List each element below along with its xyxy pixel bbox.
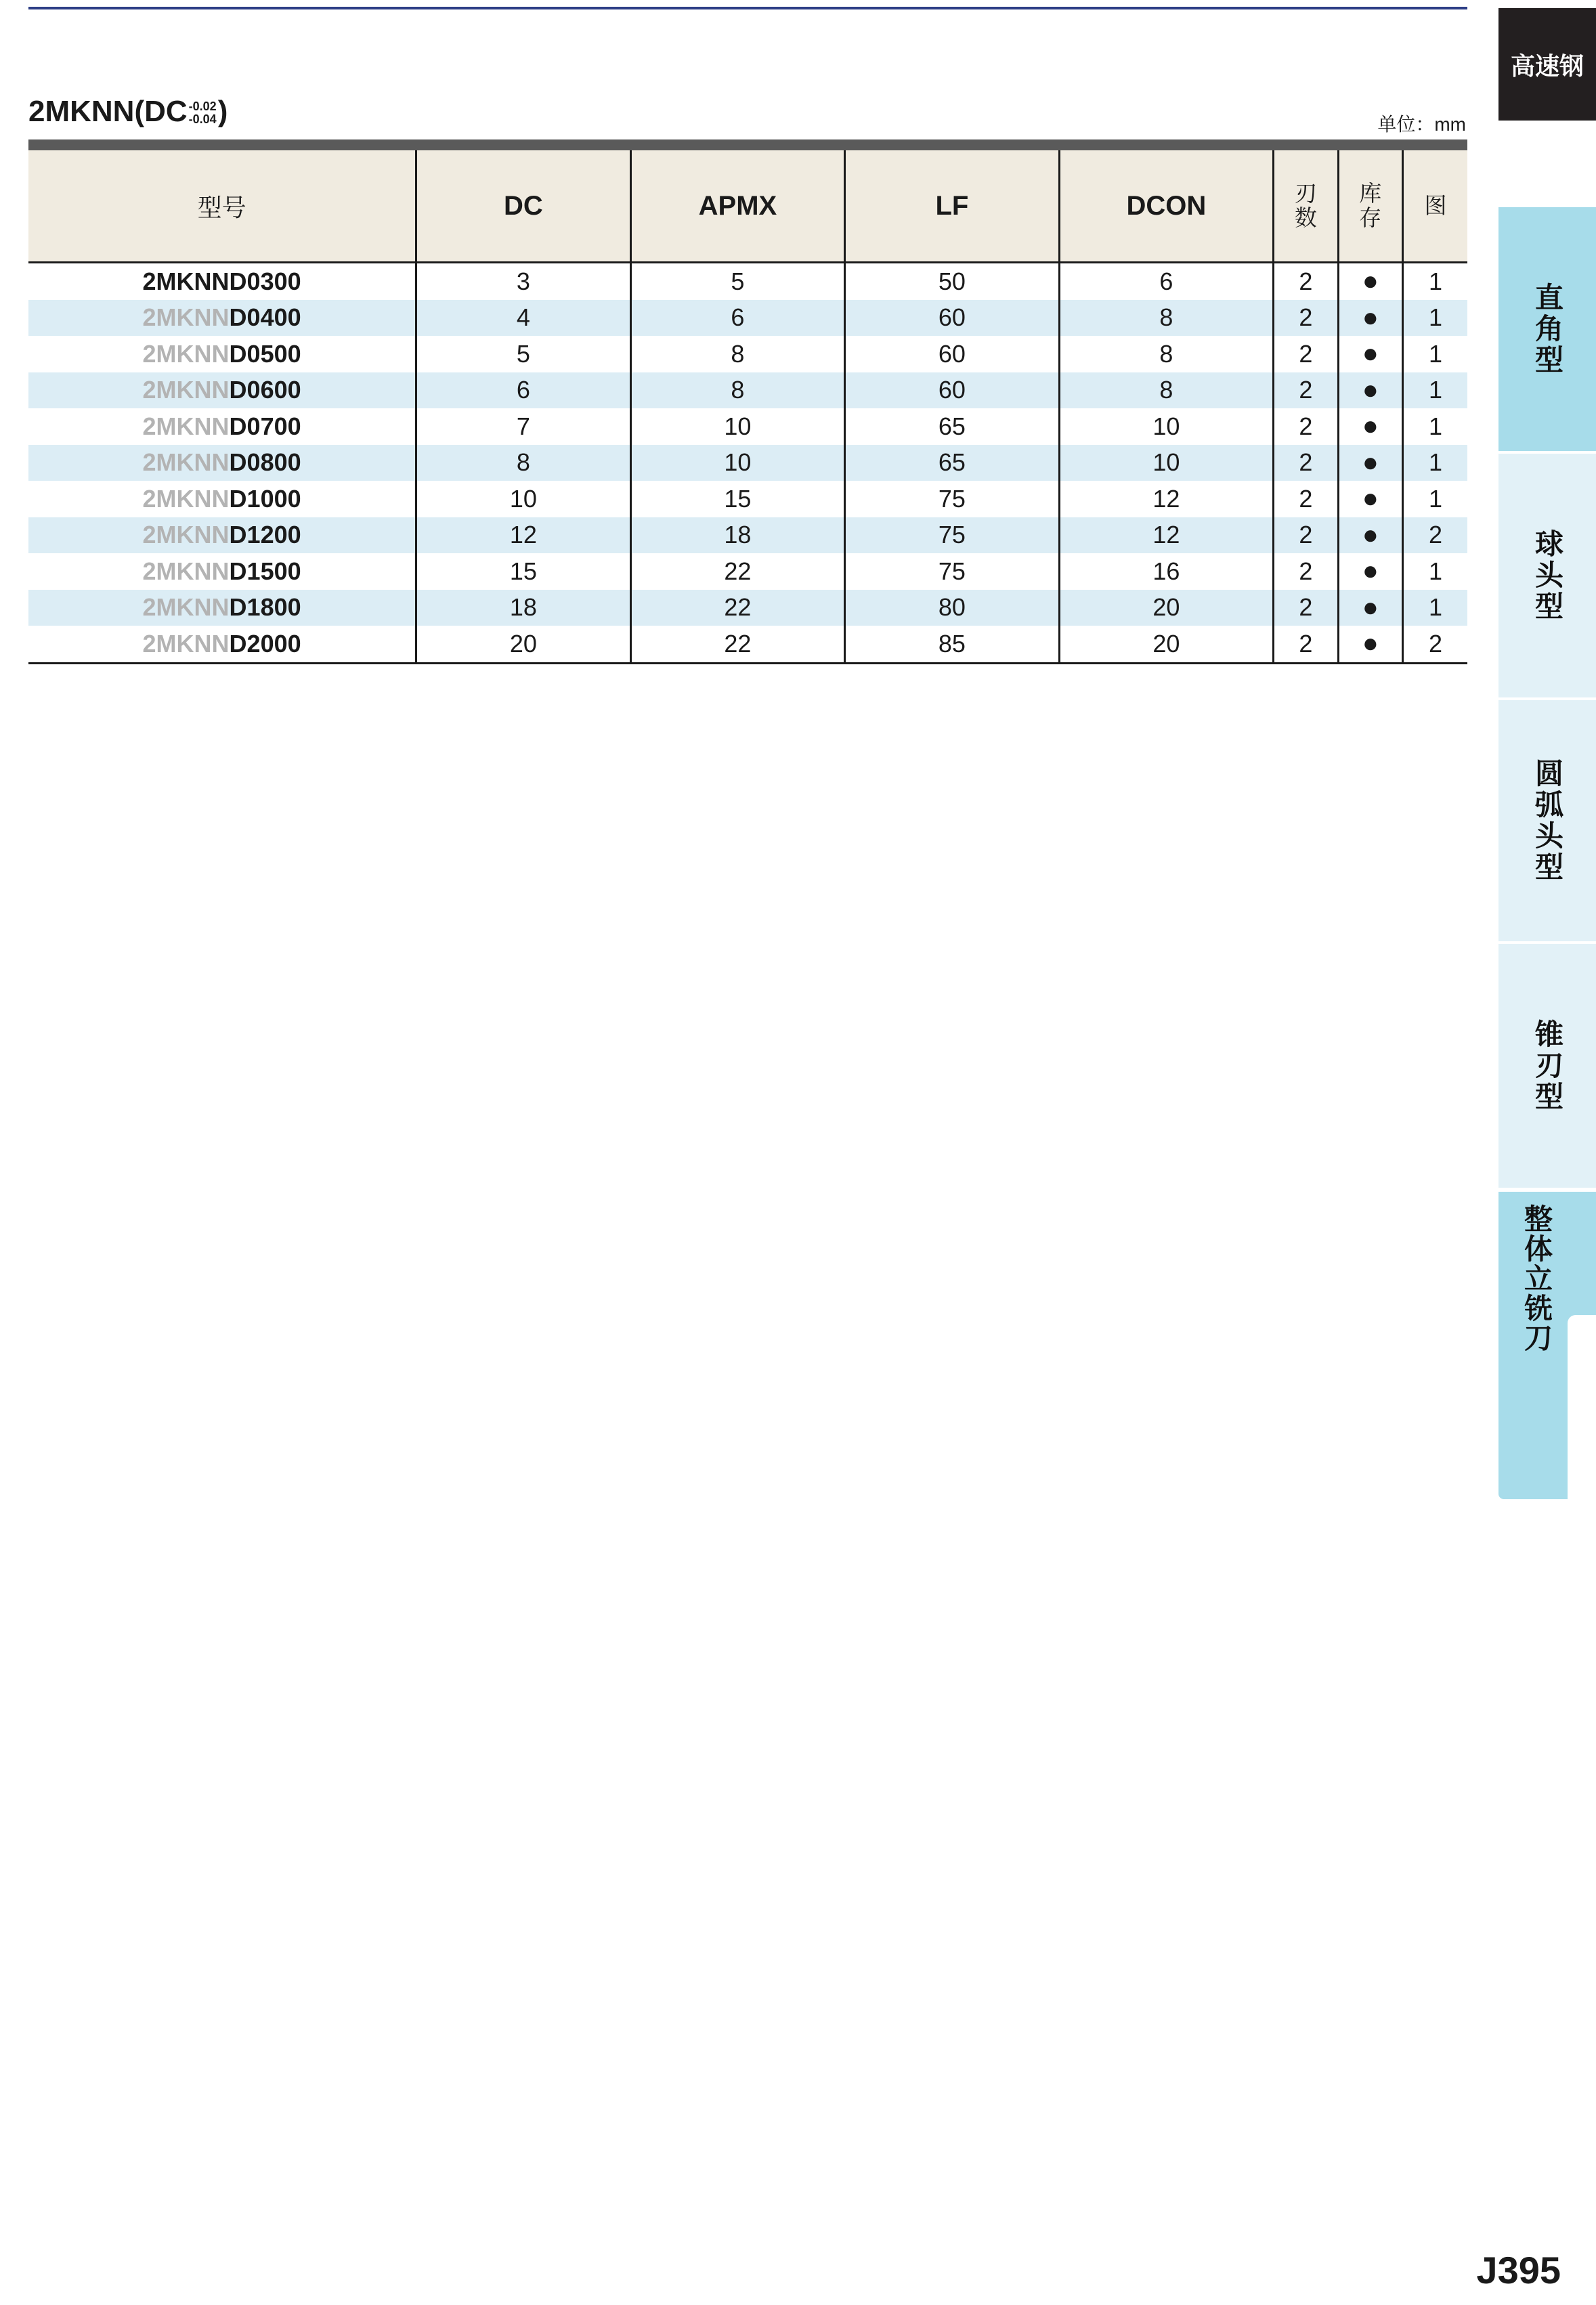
tolerance — [189, 100, 217, 126]
cell-apmx: 10 — [630, 408, 844, 445]
model-suffix: D2000 — [229, 629, 301, 658]
tab-tapered-label: 锥刃型 — [1532, 1019, 1563, 1113]
cell-model — [28, 372, 416, 409]
cell-flutes: 2 — [1274, 408, 1338, 445]
cell-stock: ● — [1338, 590, 1402, 626]
cell-dcon: 12 — [1059, 481, 1273, 517]
table-row — [28, 263, 1467, 300]
cell-figure: 1 — [1403, 300, 1468, 337]
tab-corner-radius[interactable] — [1498, 700, 1596, 944]
title-close: ) — [217, 95, 228, 128]
cell-apmx: 22 — [630, 626, 844, 663]
header-figure: 图 — [1403, 150, 1468, 263]
model-prefix: 2MKNN — [142, 339, 230, 368]
table-row — [28, 336, 1467, 372]
cell-apmx: 15 — [630, 481, 844, 517]
cell-apmx: 10 — [630, 445, 844, 481]
model-suffix: D1800 — [229, 593, 301, 622]
table-row — [28, 626, 1467, 663]
table-row — [28, 372, 1467, 409]
cell-model — [28, 336, 416, 372]
cell-lf: 75 — [845, 517, 1059, 554]
header-apmx: APMX — [630, 150, 844, 263]
model-prefix: 2MKNN — [142, 484, 230, 513]
cell-flutes: 2 — [1274, 445, 1338, 481]
tab-notch — [1568, 1315, 1596, 1518]
cell-apmx: 8 — [630, 372, 844, 409]
cell-flutes: 2 — [1274, 590, 1338, 626]
cell-flutes: 2 — [1274, 263, 1338, 300]
cell-lf: 75 — [845, 553, 1059, 590]
tab-solid-end-mill-label: 整体立铣刀 — [1521, 1204, 1553, 1353]
table-top-bar — [28, 139, 1467, 150]
cell-dc: 15 — [416, 553, 630, 590]
cell-figure: 2 — [1403, 517, 1468, 554]
cell-flutes: 2 — [1274, 553, 1338, 590]
cell-model — [28, 445, 416, 481]
tab-square-end-label: 直角型 — [1532, 282, 1563, 376]
cell-lf: 60 — [845, 336, 1059, 372]
model-prefix: 2MKNN — [142, 303, 230, 332]
cell-dcon: 12 — [1059, 517, 1273, 554]
model-suffix: D0600 — [229, 376, 301, 404]
cell-model — [28, 481, 416, 517]
cell-stock: ● — [1338, 445, 1402, 481]
cell-model — [28, 300, 416, 337]
cell-dcon: 10 — [1059, 408, 1273, 445]
table-row — [28, 517, 1467, 554]
cell-apmx: 5 — [630, 263, 844, 300]
cell-figure: 1 — [1403, 336, 1468, 372]
page-number: J395 — [1476, 2249, 1561, 2291]
cell-dc: 10 — [416, 481, 630, 517]
cell-dc: 18 — [416, 590, 630, 626]
header-flutes-text: 刃数 — [1294, 181, 1317, 230]
model-prefix: 2MKNN — [142, 376, 230, 404]
cell-stock: ● — [1338, 408, 1402, 445]
tab-ball-nose-label: 球头型 — [1532, 529, 1563, 622]
cell-dcon: 16 — [1059, 553, 1273, 590]
model-prefix: 2MKNN — [142, 593, 230, 622]
model-suffix: D0300 — [229, 267, 301, 295]
cell-dcon: 8 — [1059, 372, 1273, 409]
tab-ball-nose[interactable] — [1498, 454, 1596, 700]
cell-figure: 2 — [1403, 626, 1468, 663]
cell-apmx: 18 — [630, 517, 844, 554]
cell-dcon: 20 — [1059, 590, 1273, 626]
model-suffix: D1500 — [229, 557, 301, 585]
table-row — [28, 553, 1467, 590]
cell-dc: 3 — [416, 263, 630, 300]
cell-dcon: 10 — [1059, 445, 1273, 481]
cell-dc: 6 — [416, 372, 630, 409]
cell-lf: 85 — [845, 626, 1059, 663]
cell-stock: ● — [1338, 336, 1402, 372]
cell-lf: 50 — [845, 263, 1059, 300]
cell-flutes: 2 — [1274, 626, 1338, 663]
cell-flutes: 2 — [1274, 336, 1338, 372]
cell-dc: 8 — [416, 445, 630, 481]
cell-model — [28, 263, 416, 300]
cell-dcon: 20 — [1059, 626, 1273, 663]
cell-flutes: 2 — [1274, 517, 1338, 554]
cell-flutes: 2 — [1274, 372, 1338, 409]
cell-apmx: 8 — [630, 336, 844, 372]
cell-lf: 65 — [845, 445, 1059, 481]
cell-dcon: 8 — [1059, 336, 1273, 372]
cell-stock: ● — [1338, 626, 1402, 663]
tab-tapered[interactable] — [1498, 944, 1596, 1190]
cell-lf: 60 — [845, 372, 1059, 409]
table-header-row — [28, 150, 1467, 263]
title-main: 2MKNN(DC — [28, 95, 188, 128]
top-rule — [28, 7, 1467, 9]
table-row — [28, 590, 1467, 626]
cell-figure: 1 — [1403, 263, 1468, 300]
model-suffix: D0500 — [229, 339, 301, 368]
header-flutes — [1274, 150, 1338, 263]
cell-dc: 12 — [416, 517, 630, 554]
cell-model — [28, 590, 416, 626]
cell-model — [28, 408, 416, 445]
header-dcon: DCON — [1059, 150, 1273, 263]
cell-figure: 1 — [1403, 553, 1468, 590]
model-suffix: D1200 — [229, 521, 301, 549]
model-suffix: D0800 — [229, 448, 301, 477]
header-dc: DC — [416, 150, 630, 263]
model-suffix: D0700 — [229, 412, 301, 440]
cell-dc: 4 — [416, 300, 630, 337]
cell-model — [28, 517, 416, 554]
header-stock-text: 库存 — [1359, 181, 1382, 230]
cell-figure: 1 — [1403, 481, 1468, 517]
table-row — [28, 445, 1467, 481]
tab-high-speed-steel-label: 高速钢 — [1510, 51, 1584, 80]
cell-dc: 7 — [416, 408, 630, 445]
cell-stock: ● — [1338, 263, 1402, 300]
header-model: 型号 — [28, 150, 416, 263]
cell-stock: ● — [1338, 300, 1402, 337]
cell-lf: 80 — [845, 590, 1059, 626]
cell-dcon: 6 — [1059, 263, 1273, 300]
cell-figure: 1 — [1403, 408, 1468, 445]
cell-figure: 1 — [1403, 372, 1468, 409]
model-prefix: 2MKNN — [142, 557, 230, 585]
tab-high-speed-steel[interactable] — [1498, 8, 1596, 121]
cell-apmx: 22 — [630, 590, 844, 626]
cell-flutes: 2 — [1274, 300, 1338, 337]
cell-dc: 20 — [416, 626, 630, 663]
header-lf: LF — [845, 150, 1059, 263]
model-prefix: 2MKNN — [142, 448, 230, 477]
table-title — [28, 95, 228, 129]
cell-flutes: 2 — [1274, 481, 1338, 517]
model-suffix: D0400 — [229, 303, 301, 332]
cell-figure: 1 — [1403, 590, 1468, 626]
cell-model — [28, 626, 416, 663]
cell-stock: ● — [1338, 553, 1402, 590]
cell-dc: 5 — [416, 336, 630, 372]
cell-model — [28, 553, 416, 590]
model-prefix: 2MKNN — [142, 521, 230, 549]
cell-apmx: 6 — [630, 300, 844, 337]
cell-stock: ● — [1338, 372, 1402, 409]
model-suffix: D1000 — [229, 484, 301, 513]
table-row — [28, 300, 1467, 337]
table-row — [28, 408, 1467, 445]
unit-label: 单位：mm — [1377, 114, 1466, 135]
model-prefix: 2MKNN — [142, 267, 230, 295]
model-prefix: 2MKNN — [142, 412, 230, 440]
tolerance-lower: -0.04 — [188, 112, 217, 127]
cell-lf: 60 — [845, 300, 1059, 337]
cell-dcon: 8 — [1059, 300, 1273, 337]
tab-corner-radius-label: 圆弧头型 — [1532, 758, 1563, 883]
table-row — [28, 481, 1467, 517]
cell-figure: 1 — [1403, 445, 1468, 481]
cell-apmx: 22 — [630, 553, 844, 590]
cell-stock: ● — [1338, 481, 1402, 517]
tolerance-upper: -0.02 — [188, 100, 217, 114]
header-stock — [1338, 150, 1402, 263]
cell-lf: 65 — [845, 408, 1059, 445]
cell-stock: ● — [1338, 517, 1402, 554]
model-prefix: 2MKNN — [142, 629, 230, 658]
cell-lf: 75 — [845, 481, 1059, 517]
spec-table — [28, 139, 1467, 664]
tab-square-end[interactable] — [1498, 207, 1596, 454]
